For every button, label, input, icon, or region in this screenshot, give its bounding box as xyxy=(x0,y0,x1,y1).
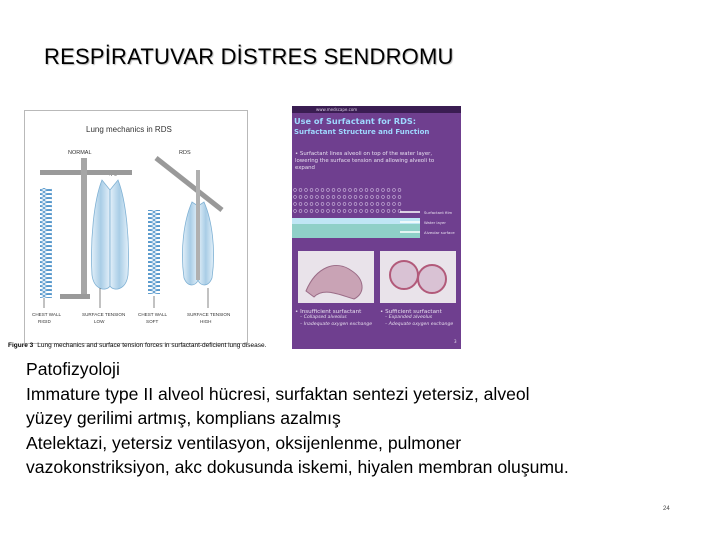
insufficient-sub-1: Collapsed alveolus xyxy=(303,315,347,321)
bottom-label-3b: SOFT xyxy=(146,319,159,324)
lung-mechanics-figure xyxy=(6,106,268,356)
sufficient-block: • Sufficient surfactant – Expanded alveolus – Adequate oxygen exchange xyxy=(380,309,454,327)
figure-caption xyxy=(8,342,270,350)
slide-bullet: • Surfactant lines alveoli on top of the water layer, lowering the surface tension and allowing alveoli to expand xyxy=(295,151,435,171)
body-line-5: vazokonstriksiyon, akc dokusunda iskemi, hiyalen membran oluşumu. xyxy=(26,457,569,477)
insufficient-block: • Insufficient surfactant – Collapsed alveolus – Inadequate oxygen exchange xyxy=(295,309,373,327)
sufficient-sub-2: Adequate oxygen exchange xyxy=(388,321,454,327)
bottom-label-1a: CHEST WALL xyxy=(32,312,62,317)
sufficient-sub-1: Expanded alveolus xyxy=(388,315,433,321)
sufficient-heading: Sufficient surfactant xyxy=(385,309,442,315)
surfactant-layer-illustration xyxy=(292,182,461,252)
rds-rod xyxy=(196,170,200,280)
body-line-4: Atelektazi, yetersiz ventilasyon, oksijenlenme, pulmoner xyxy=(26,432,462,453)
surfactant-slide xyxy=(292,106,461,349)
normal-piston xyxy=(81,158,87,298)
insufficient-sub-2: Inadequate oxygen exchange xyxy=(303,321,373,327)
rds-spring xyxy=(148,210,160,294)
bottom-label-3a: CHEST WALL xyxy=(138,312,168,317)
body-line-2: Immature type II alveol hücresi, surfaktan sentezi yetersiz, alveol xyxy=(26,383,530,404)
bottom-label-4b: HIGH xyxy=(200,319,212,324)
rds-label: RDS xyxy=(179,150,191,156)
bottom-label-1b: RIGID xyxy=(38,319,51,324)
insufficient-heading: Insufficient surfactant xyxy=(300,309,362,315)
lung-mechanics-diagram xyxy=(24,110,246,342)
slide-bullet-text: Surfactant lines alveoli on top of the water layer, lowering the surface tension and allowing alveoli to expand xyxy=(295,151,435,171)
expanded-alveolus-1 xyxy=(390,261,418,289)
rds-lung-right xyxy=(198,202,214,285)
normal-base xyxy=(60,294,90,299)
normal-lung-right xyxy=(110,180,129,289)
normal-lung-left xyxy=(91,180,110,289)
slide-heading-line2: Surfactant Structure and Function xyxy=(294,128,430,136)
slide-heading-line1: Use of Surfactant for RDS: xyxy=(294,116,417,126)
normal-spring-left xyxy=(40,188,52,298)
bottom-label-2a: SURFACE TENSION xyxy=(82,312,126,317)
rds-lung-left xyxy=(182,202,198,285)
expanded-alveolus-2 xyxy=(418,265,446,293)
alveoli-illustration xyxy=(292,249,461,305)
label-alveolar-surface: Alveolar surface xyxy=(424,230,455,235)
diagram-heading: Lung mechanics in RDS xyxy=(86,125,172,134)
bottom-label-4a: SURFACE TENSION xyxy=(187,312,231,317)
water-layer xyxy=(292,218,420,224)
rds-lever xyxy=(156,158,222,210)
label-surfactant-film: Surfactant film xyxy=(424,210,453,215)
normal-label: NORMAL xyxy=(68,150,92,156)
slide-number: 3 xyxy=(454,339,457,344)
body-line-3: yüzey gerilimi artmış, komplians azalmış xyxy=(26,408,341,428)
label-water-layer: Water layer xyxy=(424,220,446,225)
page-title: RESPİRATUVAR DİSTRES SENDROMU xyxy=(44,44,454,69)
body-text xyxy=(26,357,706,480)
alveolar-surface xyxy=(292,224,420,238)
bottom-label-2b: LOW xyxy=(94,319,105,324)
slide-topbar: www.medscape.com xyxy=(292,106,461,113)
caption-figure-number: Figure 3 xyxy=(8,342,34,349)
body-line-heading: Patofizyoloji xyxy=(26,359,120,379)
caption-text: Lung mechanics and surface tension forces in surfactant-deficient lung disease. xyxy=(37,342,267,349)
page-number: 24 xyxy=(663,506,670,512)
